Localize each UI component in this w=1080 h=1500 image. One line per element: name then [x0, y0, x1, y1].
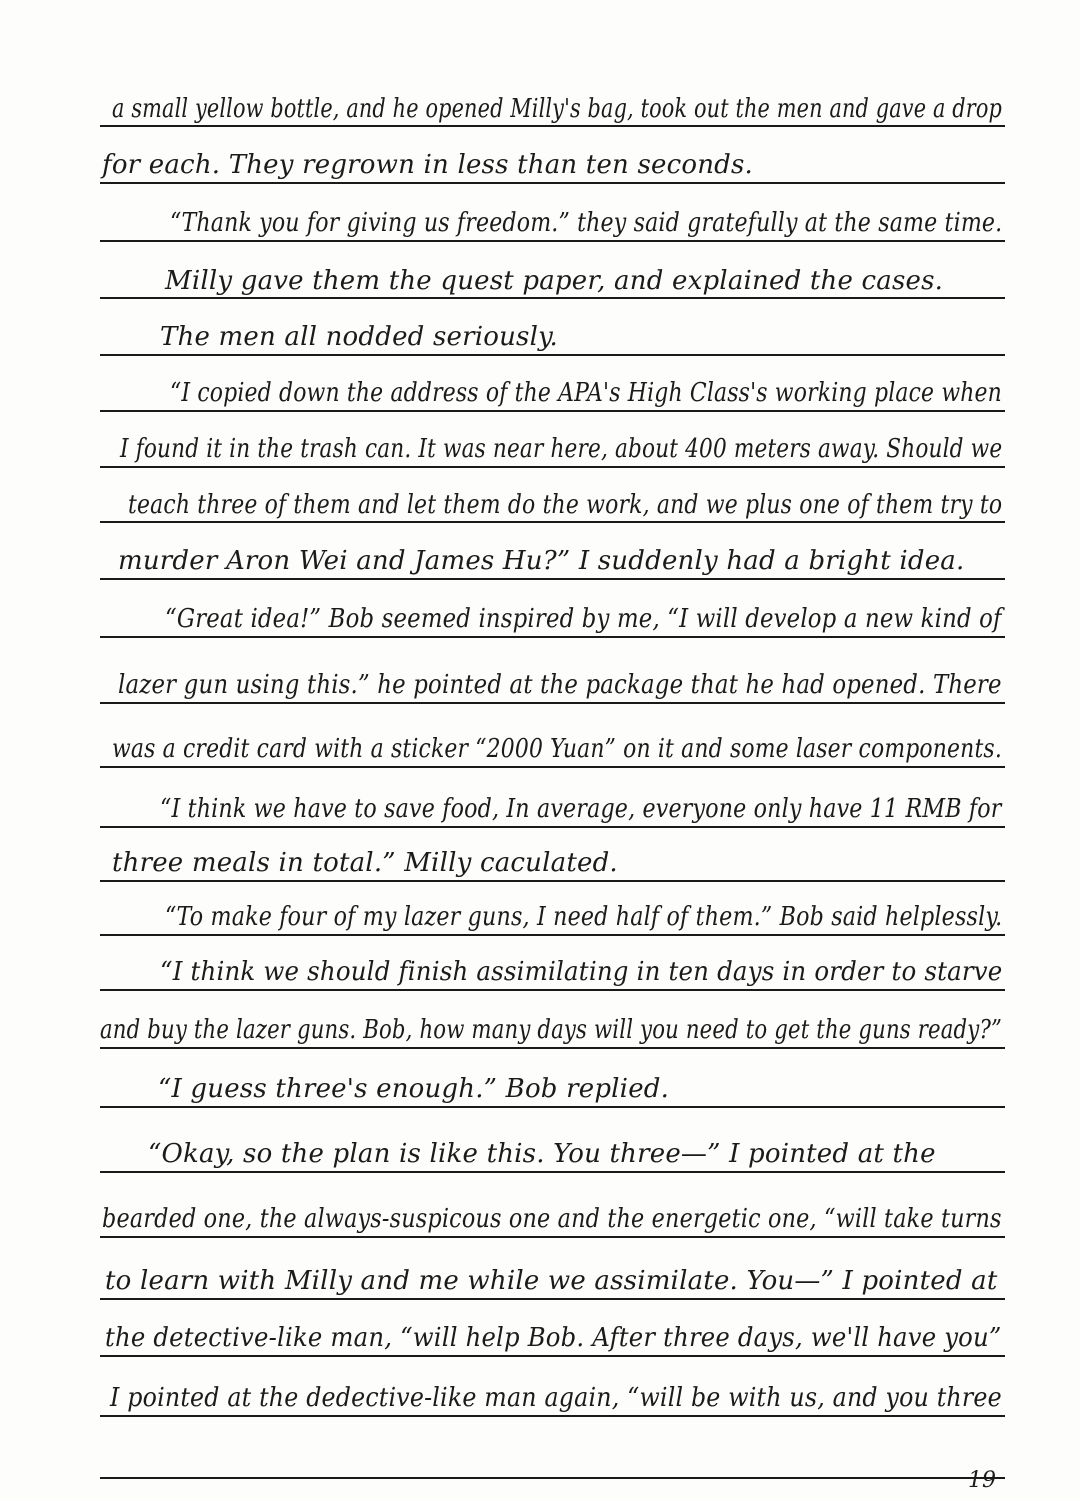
text-line-19: “Okay, so the plan is like this. You three—” I pointed at the — [148, 1139, 936, 1169]
ruled-line — [100, 410, 1005, 412]
text-line-1: a small yellow bottle, and he opened Milly's bag, took out the men and gave a drop — [112, 94, 1002, 124]
text-line-11: lazer gun using this.” he pointed at the package that he had opened. There — [118, 670, 1002, 700]
ruled-line — [100, 702, 1005, 704]
ruled-line — [100, 125, 1005, 127]
ruled-line — [100, 1047, 1005, 1049]
ruled-line — [100, 297, 1005, 299]
ruled-line — [100, 826, 1005, 828]
ruled-line — [100, 1171, 1005, 1173]
page-number: 19 — [968, 1468, 996, 1493]
ruled-line — [100, 636, 1005, 638]
ruled-line — [100, 1106, 1005, 1108]
text-line-7: I found it in the trash can. It was near here, about 400 meters away. Should we — [120, 434, 1003, 464]
text-line-17: and buy the lazer guns. Bob, how many days will you need to get the guns ready?” — [100, 1015, 1002, 1045]
ruled-line — [100, 182, 1005, 184]
ruled-line — [100, 1298, 1005, 1300]
text-line-9: murder Aron Wei and James Hu?” I suddenly had a bright idea. — [118, 546, 965, 576]
text-line-13: “I think we have to save food, In average, everyone only have 11 RMB for — [160, 794, 1002, 824]
ruled-line — [100, 466, 1005, 468]
text-line-14: three meals in total.” Milly caculated. — [112, 848, 618, 878]
text-line-5: The men all nodded seriously. — [160, 322, 558, 352]
text-line-15: “To make four of my lazer guns, I need half of them.” Bob said helplessly. — [165, 902, 1003, 932]
ruled-line — [100, 1236, 1005, 1238]
ruled-line — [100, 240, 1005, 242]
text-line-4: Milly gave them the quest paper, and explained the cases. — [165, 266, 944, 296]
text-line-2: for each. They regrown in less than ten seconds. — [102, 150, 753, 180]
ruled-line — [100, 766, 1005, 768]
ruled-line — [100, 354, 1005, 356]
ruled-line — [100, 1355, 1005, 1357]
text-line-12: was a credit card with a sticker “2000 Yuan” on it and some laser components. — [112, 734, 1002, 764]
text-line-10: “Great idea!” Bob seemed inspired by me, “I will develop a new kind of — [165, 604, 1002, 634]
text-line-22: the detective-like man, “will help Bob. After three days, we'll have you” — [105, 1323, 1002, 1353]
ruled-line — [100, 880, 1005, 882]
text-line-20: bearded one, the always-suspicous one and the energetic one, “will take turns — [102, 1204, 1002, 1234]
ruled-line — [100, 1477, 1005, 1479]
text-line-8: teach three of them and let them do the work, and we plus one of them try to — [128, 490, 1003, 520]
text-line-16: “I think we should finish assimilating in ten days in order to starve — [160, 957, 1003, 987]
text-line-23: I pointed at the dedective-like man again, “will be with us, and you three — [110, 1383, 1002, 1413]
text-line-18: “I guess three's enough.” Bob replied. — [158, 1074, 670, 1104]
ruled-line — [100, 521, 1005, 523]
ruled-line — [100, 989, 1005, 991]
ruled-line — [100, 934, 1005, 936]
text-line-6: “I copied down the address of the APA's High Class's working place when — [170, 378, 1002, 408]
text-line-21: to learn with Milly and me while we assimilate. You—” I pointed at — [105, 1266, 998, 1296]
text-line-3: “Thank you for giving us freedom.” they said gratefully at the same time. — [170, 208, 1003, 238]
ruled-line — [100, 578, 1005, 580]
ruled-line — [100, 1415, 1005, 1417]
